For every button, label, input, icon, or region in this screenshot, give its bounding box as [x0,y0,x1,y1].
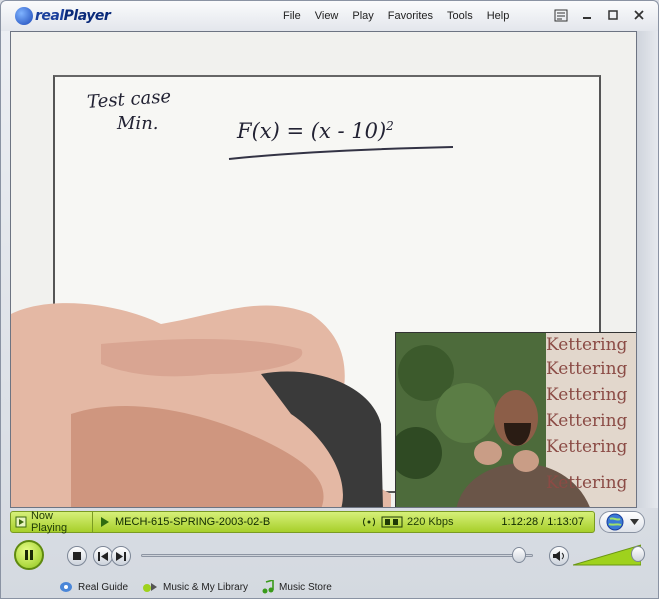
toolbar-mode-icon[interactable] [554,8,568,22]
close-icon[interactable] [632,8,646,22]
speaker-icon [553,551,565,561]
formula-underline [227,143,457,163]
realplayer-logo: realPlayer [15,6,110,26]
board-formula: F(x) = (x - 10)$^2$ [237,119,394,143]
skip-forward-icon [116,552,126,561]
previous-button[interactable] [93,546,113,566]
nav-music-store[interactable]: Music Store [262,580,332,594]
real-guide-icon [59,581,73,593]
stop-icon [73,552,81,560]
presenter-hands [11,294,411,508]
seek-handle[interactable] [512,547,526,563]
skip-back-icon [98,552,108,561]
menu-favorites[interactable]: Favorites [387,10,434,22]
status-bar [10,511,595,533]
menu-bar [283,10,509,22]
minimize-icon[interactable] [580,8,594,22]
video-display[interactable] [10,31,637,508]
globe-icon [605,513,625,531]
pip-sign-text: Kettering [546,385,628,405]
track-info [101,516,270,528]
title-bar [1,1,658,31]
nav-real-guide[interactable]: Real Guide [59,581,128,593]
menu-view[interactable]: View [314,10,339,22]
now-playing-icon [15,516,27,528]
next-button[interactable] [111,546,131,566]
now-playing-tab[interactable] [11,512,93,532]
picture-in-picture [395,332,637,508]
music-library-icon [142,581,158,593]
time-display: 1:12:28 / 1:13:07 [501,516,584,528]
real-services-button[interactable] [599,511,645,533]
nav-music-library[interactable]: Music & My Library [142,581,248,593]
mute-button[interactable] [549,546,569,566]
music-note-icon [262,580,274,594]
pip-sign-text: Kettering [546,359,628,379]
pip-sign-text: Kettering [546,411,628,431]
track-title: MECH-615-SPRING-2003-02-B [115,516,271,528]
real-logo-icon [15,7,33,25]
stop-button[interactable] [67,546,87,566]
pip-sign-text: Kettering [546,473,628,493]
bottom-navigation [1,575,658,599]
pause-button[interactable] [14,540,44,570]
menu-file[interactable]: File [283,10,301,22]
menu-help[interactable]: Help [486,10,510,22]
bitrate: 220 Kbps [407,516,454,528]
window-buttons [554,8,646,22]
menu-tools[interactable]: Tools [447,10,473,22]
seek-bar[interactable] [141,554,533,557]
board-text-line2: Min. [117,113,159,134]
board-text-line1: Test case [86,86,172,113]
window-frame-edge [637,31,658,508]
playback-controls [1,536,658,574]
pause-icon [23,549,35,561]
signal-icon [361,516,377,528]
chevron-down-icon [630,519,639,525]
pip-sign-text: Kettering [546,437,628,457]
pip-sign-text: Kettering [546,335,628,355]
maximize-icon[interactable] [606,8,620,22]
now-playing-label: Now Playing [30,510,68,534]
menu-play[interactable]: Play [352,10,374,22]
connection-info [361,516,453,528]
volume-handle[interactable] [631,546,645,562]
playing-indicator-icon [101,517,109,527]
surround-sound-icon [381,516,403,528]
